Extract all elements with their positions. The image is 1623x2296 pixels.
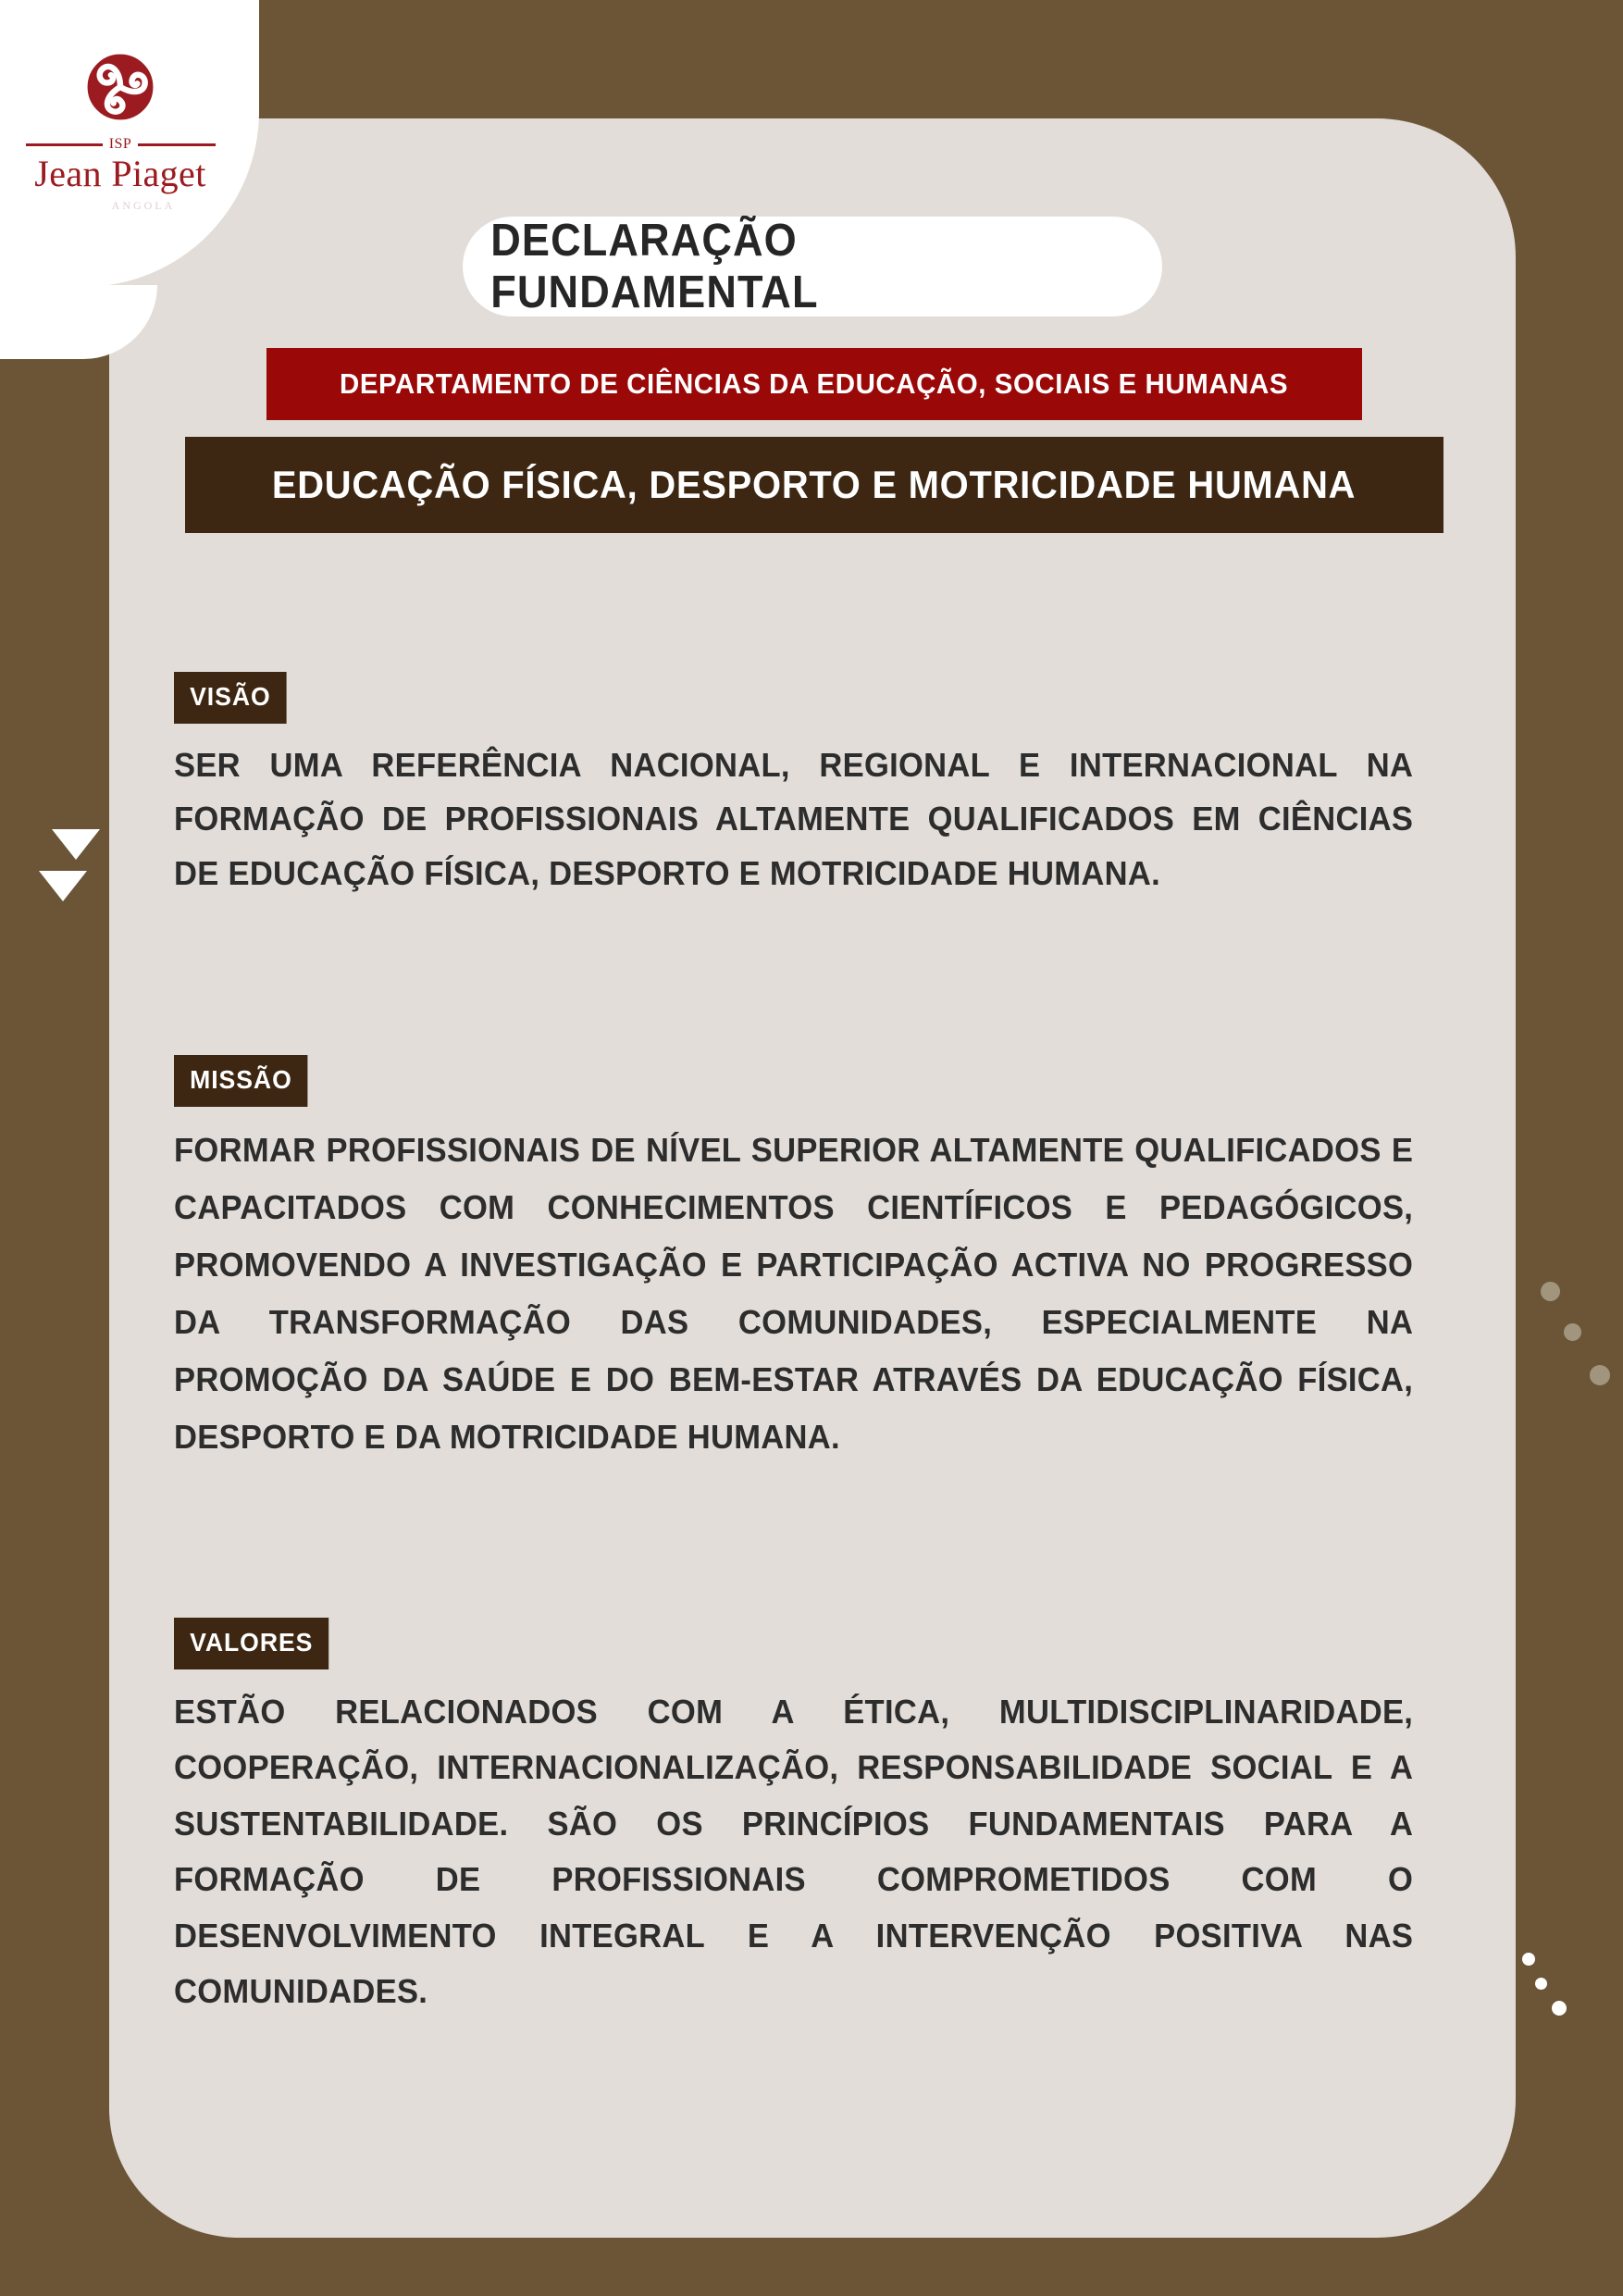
section-tag: VISÃO xyxy=(174,672,287,724)
section-tag: MISSÃO xyxy=(174,1055,308,1107)
section-visao xyxy=(174,672,1469,900)
decorative-dot xyxy=(1541,1282,1560,1301)
section-body: SER UMA REFERÊNCIA NACIONAL, REGIONAL E INTERNACIONAL NA FORMAÇÃO DE PROFISSIONAIS ALTAMENTE QUALIFICADOS EM CIÊNCIAS DE EDUCAÇÃO FÍSICA, DESPORTO E MOTRICIDADE HUMANA. xyxy=(174,746,1414,892)
triskelion-icon xyxy=(78,44,163,130)
section-body: FORMAR PROFISSIONAIS DE NÍVEL SUPERIOR ALTAMENTE QUALIFICADOS E CAPACITADOS COM CONHECIMENTOS CIENTÍFICOS E PEDAGÓGICOS, PROMOVENDO A INVESTIGAÇÃO E PARTICIPAÇÃO ACTIVA NO PROGRESSO DA TRANSFORMAÇÃO DAS COMUNIDADES, ESPECIALMENTE NA PROMOÇÃO DA SAÚDE E DO BEM-ESTAR ATRAVÉS DA EDUCAÇÃO FÍSICA, DESPORTO E DA MOTRICIDADE HUMANA. xyxy=(174,1131,1414,1456)
page-title-text: DECLARAÇÃO FUNDAMENTAL xyxy=(490,216,819,317)
decorative-dot xyxy=(1535,1978,1547,1990)
decorative-dot xyxy=(1564,1323,1581,1341)
logo-wordmark: Jean Piaget xyxy=(34,153,206,194)
decorative-dot xyxy=(1522,1953,1535,1966)
decorative-dot xyxy=(1590,1365,1610,1385)
page-title xyxy=(463,217,1162,316)
logo-prefix: ISP xyxy=(108,136,132,152)
logo-rule-right xyxy=(138,143,215,146)
triangle-marker-icon xyxy=(52,829,100,860)
logo-subtitle: ANGOLA xyxy=(111,199,176,212)
decorative-dot xyxy=(1552,2001,1567,2016)
section-missao xyxy=(174,1055,1469,1465)
section-tag: VALORES xyxy=(174,1618,328,1669)
section-body: ESTÃO RELACIONADOS COM A ÉTICA, MULTIDISCIPLINARIDADE, COOPERAÇÃO, INTERNACIONALIZAÇÃO, RESPONSABILIDADE SOCIAL E A SUSTENTABILIDADE. SÃO OS PRINCÍPIOS FUNDAMENTAIS PARA A FORMAÇÃO DE PROFISSIONAIS COMPROMETIDOS COM O DESENVOLVIMENTO INTEGRAL E A INTERVENÇÃO POSITIVA NAS COMUNIDADES. xyxy=(174,1693,1414,2011)
course-banner xyxy=(185,437,1443,533)
course-label: EDUCAÇÃO FÍSICA, DESPORTO E MOTRICIDADE HUMANA xyxy=(272,463,1357,506)
department-label: DEPARTAMENTO DE CIÊNCIAS DA EDUCAÇÃO, SOCIAIS E HUMANAS xyxy=(340,367,1289,400)
institution-logo xyxy=(0,0,241,287)
triangle-marker-icon xyxy=(39,871,87,901)
logo-rule-left xyxy=(26,143,103,146)
department-banner xyxy=(266,348,1362,420)
section-valores xyxy=(174,1618,1469,2020)
logo-isp-row xyxy=(26,136,216,153)
